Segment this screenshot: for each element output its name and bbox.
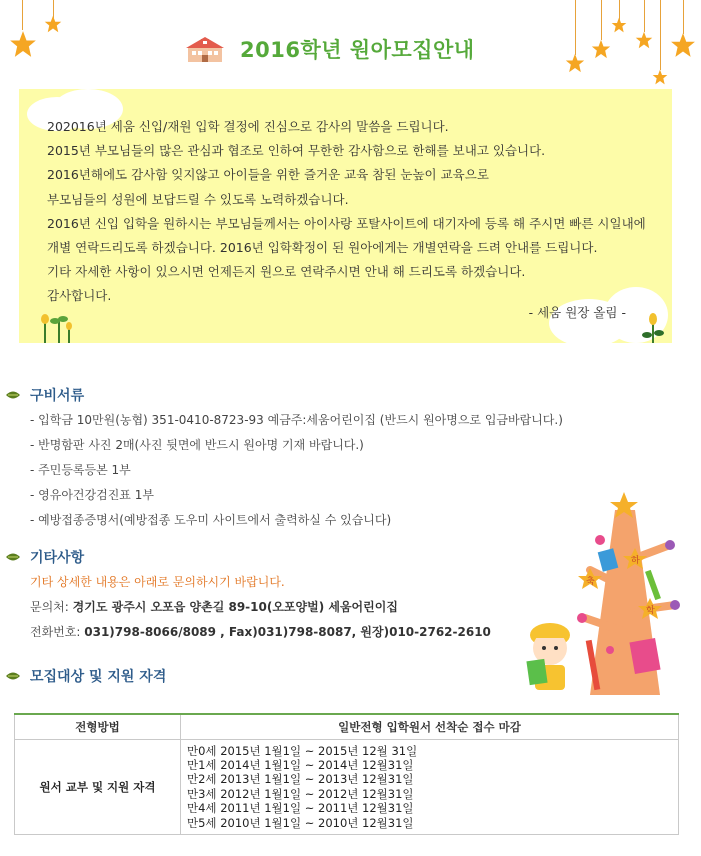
section-title: 모집대상 및 지원 자격 — [30, 669, 167, 685]
leaf-bullet-icon — [6, 671, 20, 681]
age-range-line: 만5세 2010년 1월1일 ~ 2010년 12월31일 — [187, 815, 414, 830]
address-label: 문의처: — [30, 600, 69, 614]
tree-label: 하 — [631, 556, 640, 566]
address-row — [30, 595, 491, 620]
notice-line: 기타 자세한 사항이 있으시면 언제든지 원으로 연락주시면 안내 해 드리도록 하겠습니다. — [47, 264, 526, 280]
list-item: - 예방접종증명서(예방접종 도우미 사이트에서 출력하실 수 있습니다) — [30, 513, 392, 527]
leaf-bullet-icon — [6, 552, 20, 562]
page-title: 2016학년 원아모집안내 — [240, 38, 475, 62]
sprout-icon — [641, 311, 665, 343]
star-icon — [611, 17, 627, 33]
column-header: 일반전형 입학원서 선착순 접수 마감 — [181, 714, 679, 739]
eligibility-table — [14, 713, 679, 835]
phone-label: 전화번호: — [30, 625, 81, 639]
column-header: 전형방법 — [15, 714, 181, 739]
star-string — [601, 0, 602, 40]
star-string — [575, 0, 576, 55]
age-range-line: 만2세 2013년 1월1일 ~ 2013년 12월31일 — [187, 772, 414, 787]
star-string — [660, 0, 661, 70]
list-item: - 반명함판 사진 2매(사진 뒷면에 반드시 원아명 기재 바랍니다.) — [30, 438, 364, 452]
list-item: - 입학금 10만원(농협) 351-0410-8723-93 예금주:세움어린이집 (반드시 원아명으로 입금바랍니다.) — [30, 413, 563, 427]
star-icon — [44, 15, 62, 33]
phone-row — [30, 620, 491, 645]
notice-line: 감사합니다. — [47, 288, 112, 304]
star-icon — [9, 30, 37, 58]
section-title: 구비서류 — [30, 388, 85, 404]
star-icon — [670, 32, 696, 58]
tree-label: 학 — [646, 606, 655, 616]
star-icon — [652, 69, 668, 85]
star-string — [644, 0, 645, 32]
age-range-line: 만3세 2012년 1월1일 ~ 2012년 12월31일 — [187, 786, 414, 801]
section-title: 기타사항 — [30, 550, 85, 566]
star-icon — [635, 31, 653, 49]
age-ranges — [181, 739, 679, 834]
documents-list — [30, 408, 563, 533]
star-string — [22, 0, 23, 30]
section-heading-documents — [6, 385, 84, 405]
page-header — [0, 0, 701, 90]
sprout-icon — [37, 307, 77, 343]
star-string — [683, 0, 684, 34]
age-range-line: 만0세 2015년 1월1일 ~ 2015년 12월 31일 — [187, 743, 418, 758]
notice-line: 부모님들의 성원에 보답드릴 수 있도록 노력하겠습니다. — [47, 191, 349, 207]
address-value: 경기도 광주시 오포읍 양촌길 89-10(오포양벌) 세움어린이집 — [72, 600, 398, 614]
tree-illustration — [520, 490, 690, 700]
notice-line: 2015년 부모님들의 많은 관심과 협조로 인하여 무한한 감사함으로 한해를 보내고 있습니다. — [47, 143, 546, 159]
row-label: 원서 교부 및 지원 자격 — [15, 739, 181, 834]
list-item: - 영유아건강검진표 1부 — [30, 488, 154, 502]
age-range-line: 만1세 2014년 1월1일 ~ 2014년 12월31일 — [187, 757, 414, 772]
notice-line: 2016년 신입 입학을 원하시는 부모님들께서는 아이사랑 포탈사이트에 대기자에 등록 해 주시면 빠른 시일내에 — [47, 215, 646, 231]
phone-value: 031)798-8066/8089 , Fax)031)798-8087, 원장)010-2762-2610 — [84, 625, 491, 639]
tree-label: 축 — [586, 577, 595, 587]
notice-line: 개별 연락드리도록 하겠습니다. 2016년 입학확정이 된 원아에게는 개별연락을 드려 안내를 드립니다. — [47, 240, 598, 256]
table-row — [15, 739, 679, 834]
greeting-notice — [19, 89, 672, 343]
section-heading-eligibility — [6, 666, 166, 686]
notice-line: 2016년해에도 감사함 잊지않고 아이들을 위한 즐거운 교육 참된 눈높이 교육으로 — [47, 167, 489, 183]
contact-info — [30, 569, 491, 645]
leaf-bullet-icon — [6, 390, 20, 400]
director-signature: - 세움 원장 올림 - — [528, 305, 626, 320]
list-item: - 주민등록등본 1부 — [30, 463, 131, 477]
star-icon — [591, 39, 611, 59]
notice-line: 202016년 세움 신입/재원 입학 결정에 진심으로 감사의 말씀을 드립니다. — [47, 119, 449, 134]
age-range-line: 만4세 2011년 1월1일 ~ 2011년 12월31일 — [187, 801, 414, 816]
school-icon — [186, 33, 224, 63]
table-header-row — [15, 714, 679, 739]
section-heading-etc — [6, 547, 84, 567]
notice-text — [47, 115, 646, 309]
star-icon — [565, 53, 585, 73]
inquiry-note: 기타 상세한 내용은 아래로 문의하시기 바랍니다. — [30, 575, 285, 589]
